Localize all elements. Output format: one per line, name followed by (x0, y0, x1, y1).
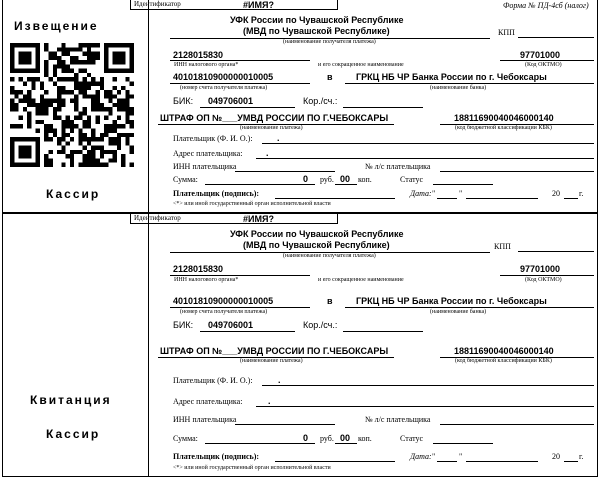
ls-line-2 (440, 424, 594, 425)
bik-line-2 (200, 331, 295, 332)
receipt-cashier-label: Кассир (46, 427, 101, 441)
form-number: Форма № ПД-4сб (налог) (503, 1, 589, 10)
year-label: 20 (552, 189, 560, 198)
payer-dot-2: . (278, 375, 281, 385)
kop-line (335, 184, 357, 185)
payer-inn-label: ИНН плательщика (173, 162, 237, 171)
side-divider (148, 0, 149, 476)
oktmo-line (500, 60, 594, 61)
kop-label-2: коп. (358, 434, 372, 443)
identifier-value: #ИМЯ? (243, 0, 274, 10)
payer-dot: . (277, 133, 280, 143)
month-line-2 (466, 461, 538, 462)
address-line-2 (256, 406, 594, 407)
account-number-2: 40101810900000010005 (173, 296, 274, 306)
oktmo-line-2 (500, 275, 594, 276)
ls-line (440, 171, 594, 172)
rub-label-2: руб. (320, 434, 334, 443)
signature-label: Плательщик (подпись): (173, 189, 260, 198)
signature-line (275, 198, 395, 199)
kpp-label-2: КПП (494, 242, 511, 251)
identifier-value-2: #ИМЯ? (243, 214, 274, 224)
bank-caption: (наименование банка) (430, 85, 487, 91)
rub-line-2 (205, 443, 315, 444)
date-quote-close: " (459, 189, 463, 198)
status-label: Статус (400, 175, 424, 184)
kop-label: коп. (358, 175, 372, 184)
inn-caption: ИНН налогового органа* (174, 62, 239, 68)
payment-name-2: ШТРАФ ОП №___УМВД РОССИИ ПО Г.ЧЕБОКСАРЫ (160, 346, 389, 356)
payee-sub: (МВД по Чувашской Республике) (243, 26, 390, 36)
kbk-value: 18811690040046000140 (454, 113, 554, 123)
kbk-caption: (код бюджетной классификации КБК) (455, 125, 552, 131)
year-line (564, 198, 578, 199)
address-label: Адрес плательщика: (173, 149, 243, 158)
bank-caption-2: (наименование банка) (430, 309, 487, 315)
kbk-value-2: 18811690040046000140 (454, 346, 554, 356)
oktmo-caption-2: (Код ОКТМО) (525, 277, 562, 283)
inn-line-2 (170, 275, 310, 276)
form-right-border (597, 0, 598, 476)
footnote-2: <*> или иной государственный орган исполнительной власти (173, 465, 331, 471)
payment-caption-2: (наименование платежа) (240, 358, 303, 364)
kop-value-2: 00 (340, 433, 351, 443)
rub-value: 0 (303, 174, 309, 184)
in-label: в (327, 72, 333, 82)
payment-caption: (наименование платежа) (240, 125, 303, 131)
sum-label: Сумма: (173, 175, 198, 184)
bank-name-2: ГРКЦ НБ ЧР Банка России по г. Чебоксары (356, 296, 547, 306)
address-label-2: Адрес плательщика: (173, 397, 243, 406)
qr-modules (10, 43, 134, 167)
bik-line (200, 107, 295, 108)
year-suffix-2: г. (579, 452, 584, 461)
payee-inn-2: 2128015830 (173, 264, 224, 274)
identifier-label-2: Идентификатор (134, 214, 181, 222)
kop-line-2 (335, 443, 357, 444)
oktmo-caption: (Код ОКТМО) (525, 62, 562, 68)
payee-sub-2: (МВД по Чувашской Республике) (243, 240, 390, 250)
status-line (433, 184, 493, 185)
status-line-2 (433, 443, 493, 444)
payee-inn: 2128015830 (173, 50, 224, 60)
payer-line (262, 143, 594, 144)
account-line-2 (170, 307, 310, 308)
status-label-2: Статус (400, 434, 424, 443)
payer-label-2: Плательщик (Ф. И. О.): (173, 376, 253, 385)
signature-label-2: Плательщик (подпись): (173, 452, 260, 461)
payee-name: УФК России по Чувашской Республике (230, 15, 404, 25)
kpp-line-2 (518, 251, 594, 252)
bik-label: БИК: (173, 96, 194, 106)
payee-caption: (наименование получателя платежа) (283, 39, 376, 45)
payer-inn-line (235, 171, 335, 172)
year-suffix: г. (579, 189, 584, 198)
oktmo-value: 97701000 (520, 50, 561, 60)
date-quote-open: " (432, 189, 436, 198)
account-caption-2: (номер счета получателя платежа) (180, 309, 268, 315)
day-line (437, 198, 457, 199)
date-quote-open-2: " (432, 452, 436, 461)
kor-line (343, 107, 423, 108)
payer-line-2 (262, 385, 594, 386)
inn-caption-mid: и его сокращенное наименование (318, 62, 404, 68)
payer-label: Плательщик (Ф. И. О.): (173, 134, 253, 143)
month-line (466, 198, 538, 199)
bank-line (345, 83, 594, 84)
inn-caption-2: ИНН налогового органа* (174, 277, 239, 283)
kor-label-2: Кор./сч.: (303, 320, 338, 330)
date-label: Дата: (410, 189, 432, 198)
receipt-label: Квитанция (30, 393, 112, 407)
sum-label-2: Сумма: (173, 434, 198, 443)
year-line-2 (564, 461, 578, 462)
account-caption: (номер счета получателя платежа) (180, 85, 268, 91)
kor-line-2 (343, 331, 423, 332)
address-dot: . (266, 148, 269, 158)
bik-value: 049706001 (208, 96, 254, 106)
notice-label: Извещение (14, 19, 99, 33)
rub-value-2: 0 (303, 433, 309, 443)
bik-value-2: 049706001 (208, 320, 254, 330)
identifier-label: Идентификатор (134, 0, 181, 8)
bank-name: ГРКЦ НБ ЧР Банка России по г. Чебоксары (356, 72, 547, 82)
kpp-label: КПП (498, 28, 515, 37)
ls-label-2: № л/с плательщика (365, 415, 431, 424)
payee-caption-2: (наименование получателя платежа) (283, 253, 376, 259)
address-line (256, 158, 594, 159)
form-left-border (2, 0, 3, 476)
year-label-2: 20 (552, 452, 560, 461)
cashier-label: Кассир (46, 187, 101, 201)
footnote: <*> или иной государственный орган исполнительной власти (173, 201, 331, 207)
ls-label: № л/с плательщика (365, 162, 431, 171)
account-number: 40101810900000010005 (173, 72, 274, 82)
kop-value: 00 (340, 174, 351, 184)
kbk-caption-2: (код бюджетной классификации КБК) (455, 358, 552, 364)
day-line-2 (437, 461, 457, 462)
payment-name: ШТРАФ ОП №___УМВД РОССИИ ПО Г.ЧЕБОКСАРЫ (160, 113, 389, 123)
signature-line-2 (275, 461, 395, 462)
rub-label: руб. (320, 175, 334, 184)
bank-line-2 (345, 307, 594, 308)
kor-label: Кор./сч.: (303, 96, 338, 106)
payee-name-2: УФК России по Чувашской Республике (230, 229, 404, 239)
payer-inn-line-2 (235, 424, 335, 425)
inn-line (170, 60, 310, 61)
date-quote-close-2: " (459, 452, 463, 461)
bik-label-2: БИК: (173, 320, 194, 330)
inn-caption-mid-2: и его сокращенное наименование (318, 277, 404, 283)
in-label-2: в (327, 296, 333, 306)
date-label-2: Дата: (410, 452, 432, 461)
qr-code-icon (10, 43, 134, 167)
oktmo-value-2: 97701000 (520, 264, 561, 274)
rub-line (205, 184, 315, 185)
address-dot-2: . (268, 396, 271, 406)
account-line (170, 83, 310, 84)
kpp-line (518, 37, 594, 38)
payer-inn-label-2: ИНН плательщика (173, 415, 237, 424)
